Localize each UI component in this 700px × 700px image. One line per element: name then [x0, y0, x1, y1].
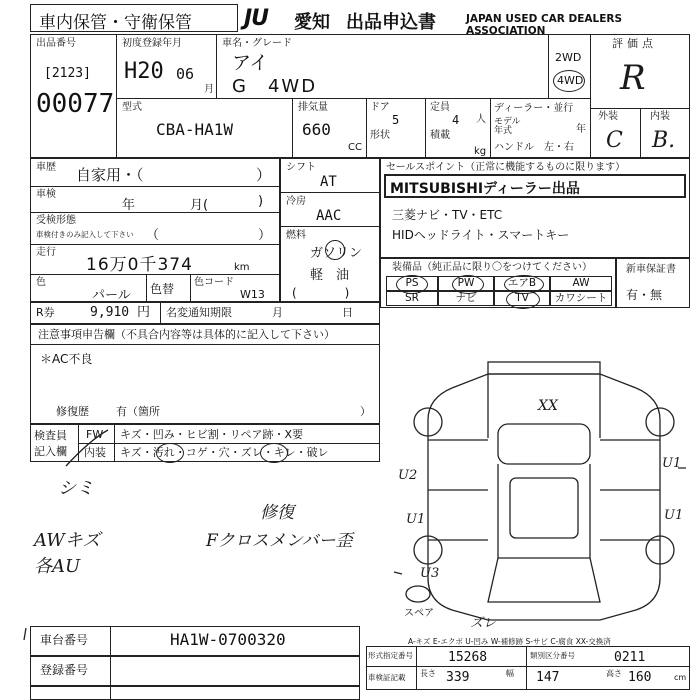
equipment-sr: SR	[386, 291, 438, 306]
handle-label: ハンドル	[494, 142, 534, 153]
form-title: 出品申込書	[346, 12, 436, 33]
size-label: 車検証記載	[368, 673, 406, 682]
length-value: 339	[446, 670, 470, 685]
diagram-mark-u1-right2: U1	[664, 508, 684, 523]
model-label: 車名・グレード	[222, 38, 292, 49]
length-label: 長さ	[420, 669, 436, 678]
notes-label: 注意事項申告欄（不具合内容等は具体的に記入して下さい）	[38, 328, 335, 341]
association-name: JAPAN USED CAR DEALERS ASSOCIATION	[466, 13, 623, 37]
equipment-ps: PS	[386, 276, 438, 291]
diagram-mark-u3: U3	[420, 566, 440, 581]
logo-region: 愛知	[294, 12, 330, 33]
mileage-unit: km	[234, 262, 250, 273]
hand-note-stain: シミ	[58, 478, 94, 499]
shift-value: AT	[320, 174, 337, 190]
registration-month: 06	[176, 65, 195, 83]
displacement-unit: CC	[348, 142, 362, 153]
inspector-interior-items: キズ・汚れ・コゲ・穴・ズレ・キレ・破レ	[120, 446, 329, 459]
hand-note-aw: AWキズ	[34, 530, 101, 551]
score-value: R	[620, 58, 646, 98]
dims-unit: cm	[674, 673, 687, 682]
selling-points-headline: MITSUBISHIディーラー出品	[390, 181, 580, 197]
shape-label: 形状	[370, 130, 390, 141]
doors-value: 5	[392, 113, 400, 127]
lot-number: 00077	[36, 89, 115, 119]
registration-label: 初度登録年月	[122, 38, 182, 49]
chassis-label: 車台番号	[40, 633, 89, 647]
capacity-unit: 人	[476, 114, 486, 125]
height-value: 160	[628, 670, 652, 685]
type-no-label: 類別区分番号	[530, 651, 575, 660]
type-label: 型式	[122, 102, 142, 113]
model-name: アイ	[232, 52, 269, 74]
drive-4wd: 4WD	[557, 74, 584, 87]
color-label: 色	[36, 277, 46, 288]
warranty-value: 有・無	[626, 288, 663, 302]
hand-note-frame: Fクロスメンバー歪	[206, 531, 353, 551]
registration-month-unit: 月	[204, 84, 214, 95]
inspection-year: 年	[122, 198, 136, 213]
transfer-note: 車検付きのみ記入して下さい	[36, 230, 134, 239]
exterior-grade: C	[606, 128, 623, 153]
model-year-unit: 年	[576, 124, 586, 135]
type-no: 0211	[614, 650, 646, 665]
load-label: 積載	[430, 130, 450, 141]
equipment-tv: TV	[494, 291, 550, 306]
exterior-label: 外装	[598, 111, 618, 122]
ac-label: 冷房	[286, 196, 306, 207]
history-close: ）	[256, 166, 272, 184]
ac-value: AAC	[316, 208, 342, 224]
equipment-airbag: エアB	[494, 276, 550, 291]
repair-value: 有（箇所	[116, 405, 160, 418]
load-unit: kg	[474, 146, 487, 157]
selling-points-label: セールスポイント（正常に機能するものに限ります）	[386, 162, 626, 173]
registration-year: H20	[124, 59, 164, 84]
height-label: 高さ	[606, 669, 622, 678]
diagram-legend: A-キズ E-エクボ U-凹み W-補修跡 S-サビ C-腐食 XX-交換済	[408, 637, 611, 646]
inspection-month: 月(	[190, 198, 209, 213]
handle-value: 左・右	[544, 142, 574, 153]
inspector-label2: 記入欄	[34, 445, 67, 458]
inspector-fw: FW	[86, 428, 104, 441]
color-code: W13	[240, 288, 265, 301]
model-no: 15268	[448, 650, 488, 665]
repair-close: ）	[360, 405, 371, 418]
repair-label: 修復歴	[56, 405, 89, 418]
diagram-mark-u1-left: U1	[406, 512, 426, 527]
plate-label: 登録番号	[40, 663, 89, 677]
diagram-mark-zure: ズレ	[470, 616, 497, 631]
fuel-diesel: 軽 油	[310, 268, 350, 283]
model-no-label: 形式指定番号	[368, 651, 413, 660]
chassis-value: HA1W-0700320	[170, 630, 286, 649]
shift-label: シフト	[286, 162, 316, 173]
spare-label: スペア	[404, 608, 434, 619]
model-year-label: モデル 年式	[494, 117, 521, 136]
inspector-fw-items: キズ・凹み・ヒビ割・リペア跡・X要	[120, 428, 304, 441]
diagram-mark-u1-right: U1	[662, 456, 682, 471]
score-label: 評価点	[612, 37, 657, 50]
equipment-leather: カワシート	[550, 291, 612, 306]
capacity-value: 4	[452, 113, 460, 127]
selling-points-line1: 三菱ナビ・TV・ETC	[392, 208, 503, 222]
transfer-label: 受検形態	[36, 215, 76, 226]
displacement-value: 660	[302, 120, 331, 139]
drive-2wd: 2WD	[555, 51, 582, 64]
type-value: CBA-HA1W	[156, 120, 234, 139]
transfer-close: ）	[258, 228, 272, 243]
model-grade: G 4WD	[232, 76, 318, 97]
dealer-label: ディーラー・並行	[494, 103, 574, 114]
ju-logo-brand: JU	[244, 6, 269, 31]
fuel-label: 燃料	[286, 230, 306, 241]
name-change-label: 名変通知期限	[166, 306, 232, 319]
equipment-navi: ナビ	[438, 291, 494, 306]
diagram-mark-u2-left: U2	[398, 468, 418, 483]
hand-note-repair: 修復	[260, 503, 294, 523]
color-change-label: 色替	[150, 282, 175, 296]
displacement-label: 排気量	[298, 102, 328, 113]
notes-line1: ＊AC不良	[40, 352, 93, 366]
equipment-aw: AW	[550, 276, 612, 291]
equipment-label: 装備品（純正品に限り〇をつけてください）	[392, 262, 592, 273]
interior-grade: B.	[652, 128, 676, 153]
diagram-mark-xx: XX	[538, 398, 558, 414]
interior-label: 内装	[650, 111, 670, 122]
fuel-gas: ガソリン	[310, 246, 363, 261]
warranty-label: 新車保証書	[626, 264, 676, 275]
color-value: パール	[92, 288, 131, 303]
fuel-other: ( )	[292, 286, 350, 300]
recycle-label: R券	[36, 306, 55, 319]
name-change-day: 日	[342, 306, 353, 319]
inspection-label: 車検	[36, 189, 56, 200]
name-change-month: 月	[272, 306, 283, 319]
mileage-value: 16万0千374	[86, 255, 193, 275]
history-label: 車歴	[36, 162, 56, 173]
inspection-close: )	[258, 194, 264, 209]
recycle-value: 9,910 円	[90, 305, 150, 320]
footer-strip	[30, 686, 360, 700]
color-code-label: 色コード	[194, 277, 234, 288]
equipment-pw: PW	[438, 276, 494, 291]
storage-stamp-text: 車内保管・守衛保管	[39, 13, 192, 33]
doors-label: ドア	[370, 102, 390, 113]
lot-label: 出品番号	[36, 38, 76, 49]
lot-bracket-number: [2123]	[44, 66, 91, 81]
hand-note-each: 各AU	[34, 556, 81, 577]
width-value: 147	[536, 670, 560, 685]
inspector-label1: 検査員	[34, 429, 67, 442]
selling-points-line2: HIDヘッドライト・スマートキー	[392, 228, 570, 242]
inspector-interior: 内装	[84, 446, 106, 459]
width-label: 幅	[506, 669, 514, 678]
mileage-label: 走行	[36, 247, 56, 258]
transfer-open: （	[146, 228, 160, 243]
history-value: 自家用・（	[76, 166, 144, 184]
capacity-label: 定員	[430, 102, 450, 113]
